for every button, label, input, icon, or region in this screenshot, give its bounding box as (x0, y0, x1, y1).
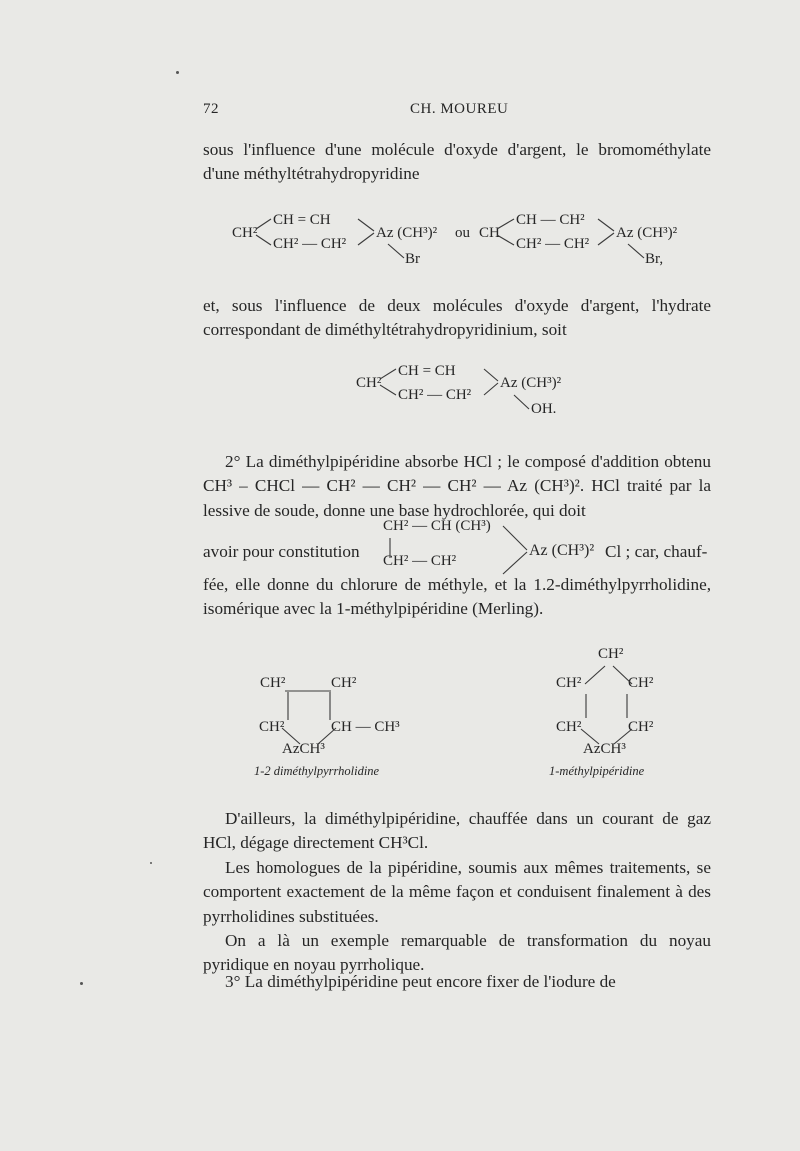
f1-right-bottom: CH² — CH² (516, 236, 590, 252)
sr-lower-right: CH² (628, 719, 654, 735)
sr-caption: 1-méthylpipéridine (549, 764, 645, 778)
print-speck (80, 982, 83, 985)
paragraph-2: et, sous l'influence de deux molécules d'oxyde d'argent, l'hydrate correspondant de diméthyltétrahydropyridinium, soit (203, 296, 711, 340)
f2-prefix: CH² (356, 375, 382, 391)
running-title: CH. MOUREU (410, 101, 509, 117)
sr-nitrogen: AzCH³ (583, 741, 626, 757)
sl-nitrogen: AzCH³ (282, 741, 325, 757)
paragraph-5: fée, elle donne du chlorure de méthyle, et la 1.2-diméthylpyrrholidine, isomérique avec la 1-méthylpipéridine (Merling). (203, 575, 711, 619)
sr-upper-left: CH² (556, 675, 582, 691)
print-speck (176, 71, 179, 74)
sr-bonds (0, 640, 800, 760)
f3-top: CH² — CH (CH³) (383, 518, 491, 534)
paragraph-9: 3° La diméthylpipéridine peut encore fixer de l'iodure de (225, 972, 616, 991)
sl-top-right: CH² (331, 675, 357, 691)
page-number: 72 (203, 101, 219, 117)
f3-az: Az (CH³)² (529, 542, 595, 559)
sl-bottom-right: CH — CH³ (331, 719, 400, 735)
f1-right-br: Br, (645, 251, 664, 267)
paragraph-8: On a là un exemple remarquable de transformation du noyau pyridique en noyau pyrrholique. (203, 931, 711, 975)
f1-right-prefix: CH (479, 225, 500, 241)
sl-caption: 1-2 diméthylpyrrholidine (254, 764, 380, 778)
sl-top-left: CH² (260, 675, 286, 691)
f1-right-top: CH — CH² (516, 212, 585, 228)
paragraph-3: 2° La diméthylpipéridine absorbe HCl ; le composé d'addition obtenu CH³ – CHCl — CH² — CH² — CH² — Az (CH³)². HCl traité par la lessive de soude, donne une base hydrochlorée, qui doit (203, 452, 711, 520)
f2-bottom: CH² — CH² (398, 387, 472, 403)
f1-left-az: Az (CH³)² (376, 225, 438, 241)
paragraph-7: Les homologues de la pipéridine, soumis aux mêmes traitements, se comportent exactement de la même façon et conduisent finalement à des pyrrholidines substituées. (203, 858, 711, 926)
f2-oh: OH. (531, 401, 557, 417)
f1-left-top: CH = CH (273, 212, 331, 228)
paragraph-6: D'ailleurs, la diméthylpipéridine, chauffée dans un courant de gaz HCl, dégage directement CH³Cl. (203, 809, 711, 853)
f1-left-br: Br (405, 251, 420, 267)
f1-left-bottom: CH² — CH² (273, 236, 347, 252)
sr-lower-left: CH² (556, 719, 582, 735)
sr-top: CH² (598, 646, 624, 662)
f2-top: CH = CH (398, 363, 456, 379)
f1-connector: ou (455, 225, 470, 241)
f2-az: Az (CH³)² (500, 375, 562, 391)
f1-left-prefix: CH² (232, 225, 258, 241)
sr-upper-right: CH² (628, 675, 654, 691)
print-speck (150, 862, 152, 864)
f2-bonds (0, 300, 800, 430)
sl-bottom-left: CH² (259, 719, 285, 735)
p4-suffix: Cl ; car, chauf- (605, 542, 708, 561)
paragraph-1: sous l'influence d'une molécule d'oxyde d'argent, le bromométhylate d'une méthyltétrahydropyridine (203, 140, 711, 184)
f1-right-az: Az (CH³)² (616, 225, 678, 241)
p4-prefix: avoir pour constitution (203, 542, 360, 561)
f1-bonds (0, 0, 800, 300)
f3-bottom: CH² — CH² (383, 553, 457, 569)
